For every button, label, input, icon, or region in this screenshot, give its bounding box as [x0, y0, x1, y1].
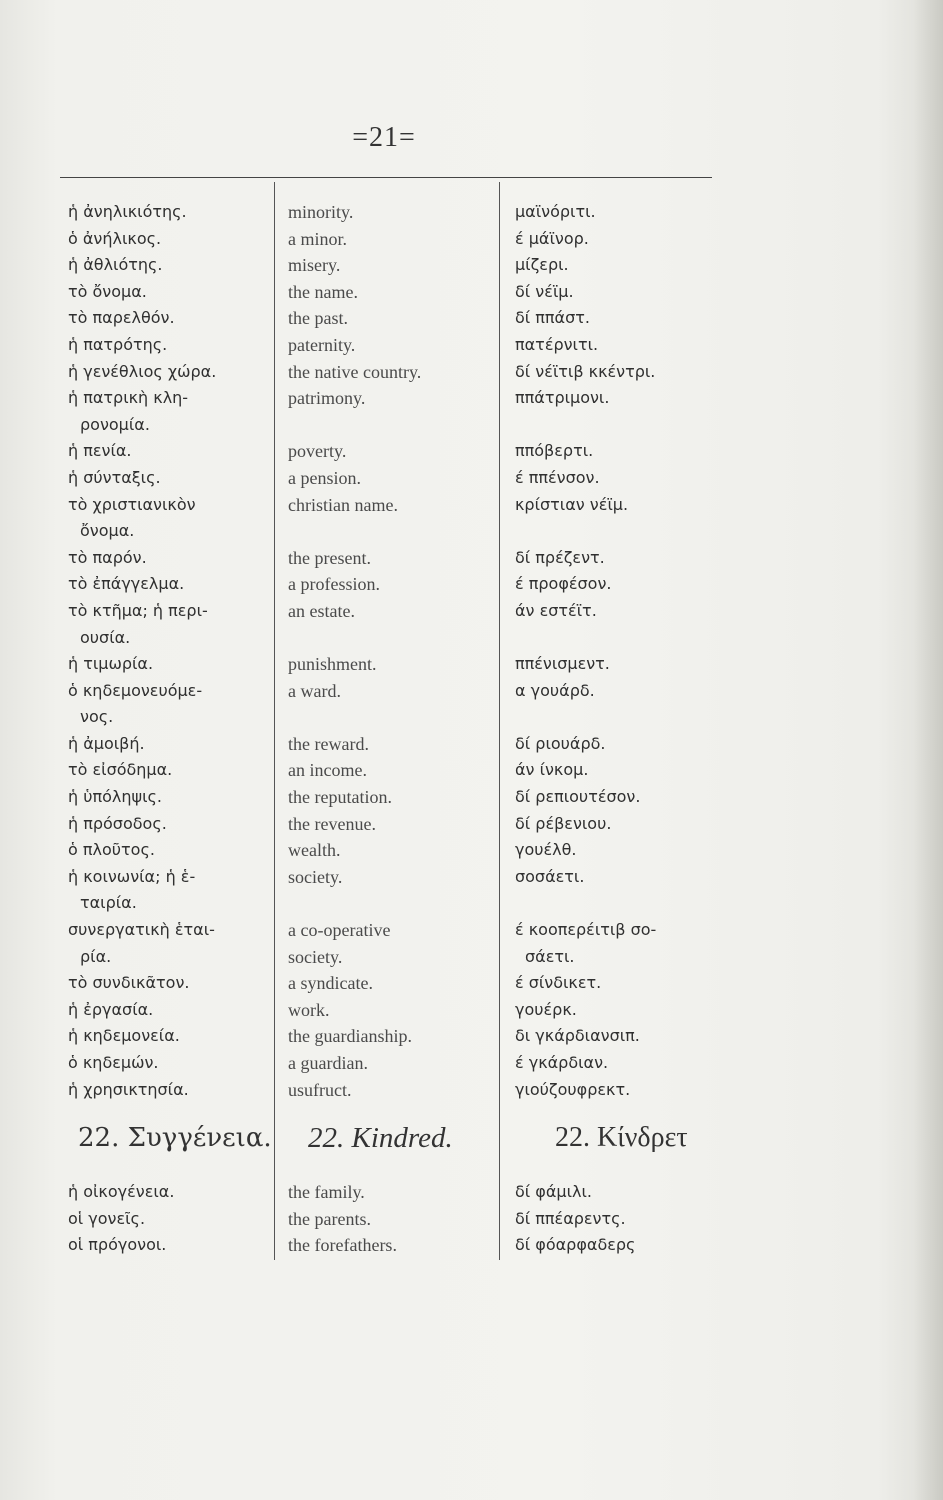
translit-line: άν ίνκομ. [515, 760, 589, 780]
translit-line [515, 518, 735, 545]
greek-line: τὸ συνδικᾶτον. [68, 973, 190, 993]
translit-line: σοσάετι. [515, 866, 585, 886]
translit-line [515, 625, 735, 652]
translit-line: δί νέϊτιβ κκέντρι. [515, 361, 656, 381]
translit-line: ππάτριμονι. [515, 388, 610, 408]
greek-line: τὸ κτῆμα; ἡ περι- [68, 600, 208, 620]
translit-line: δί ριουάρδ. [515, 733, 606, 753]
greek-line: ἡ κοινωνία; ἡ ἑ- [68, 866, 196, 886]
greek-line: ὁ κηδεμών. [68, 1053, 159, 1072]
translit-line: έ γκάρδιαν. [515, 1053, 609, 1072]
english-line: an income. [288, 760, 367, 781]
english-line: christian name. [288, 494, 398, 515]
translit-section-heading: 22. Κίνδρετ [555, 1122, 688, 1154]
english-line: minority. [288, 202, 354, 222]
column-divider-right [499, 182, 500, 1260]
translit-line: πατέρνιτι. [515, 334, 599, 354]
greek-line: ἡ ἀνηλικιότης. [68, 202, 187, 221]
english-line: a pension. [288, 467, 361, 488]
translit-line: δί πρέζεντ. [515, 547, 605, 567]
greek-line: ὄνομα. [80, 521, 135, 541]
english-line: a syndicate. [288, 973, 373, 994]
english-line: poverty. [288, 441, 347, 462]
translit-line: δί ρεπιουτέσον. [515, 787, 641, 807]
english-line: society. [288, 946, 343, 967]
greek-line: ἡ οἰκογένεια. [68, 1182, 175, 1202]
english-line [288, 890, 498, 917]
translit-line: γιούζουφρεκτ. [515, 1079, 631, 1099]
english-line: society. [288, 866, 343, 887]
greek-line: ἡ πενία. [68, 441, 132, 461]
english-line [288, 518, 498, 545]
translit-line: γουέλθ. [515, 840, 577, 860]
translit-line: έ μάϊνορ. [515, 228, 589, 248]
english-line [288, 704, 498, 731]
english-line: the name. [288, 281, 358, 302]
translit-line: μαϊνόριτι. [515, 202, 596, 221]
greek-line: ἡ πατρικὴ κλη- [68, 388, 189, 408]
greek-line: τὸ παρόν. [68, 547, 147, 567]
translit-line: σάετι. [525, 946, 575, 966]
english-line: the guardianship. [288, 1026, 412, 1047]
english-line: punishment. [288, 654, 377, 675]
greek-line: τὸ ὄνομα. [68, 281, 147, 301]
transliteration-column [515, 199, 735, 1259]
translit-line: άν εστέϊτ. [515, 600, 597, 620]
translit-line: δι γκάρδιανσιπ. [515, 1026, 640, 1046]
column-divider-left [274, 182, 275, 1260]
greek-line: ὁ κηδεμονευόμε- [68, 680, 203, 700]
greek-section-heading: 22. Συγγένεια. [78, 1123, 272, 1154]
english-line: patrimony. [288, 388, 366, 409]
english-line: the forefathers. [288, 1235, 397, 1256]
english-line: a profession. [288, 574, 380, 595]
greek-line: τὸ εἰσόδημα. [68, 760, 173, 780]
english-line: a ward. [288, 680, 341, 701]
translit-line [515, 890, 735, 917]
translit-line [515, 704, 735, 731]
english-line: the past. [288, 308, 348, 329]
translit-line: δί ρέβενιου. [515, 813, 612, 833]
translit-line: δί ππάστ. [515, 308, 590, 328]
translit-line: ππόβερτι. [515, 441, 594, 461]
english-line: the family. [288, 1182, 365, 1203]
greek-line: ἡ ἀθλιότης. [68, 255, 163, 275]
english-line: the revenue. [288, 813, 376, 834]
page-number: =21= [352, 122, 416, 153]
english-line: the parents. [288, 1208, 371, 1229]
english-line: the reward. [288, 733, 369, 754]
greek-line: ἡ ὑπόληψις. [68, 787, 162, 807]
greek-column [68, 199, 272, 1259]
translit-line: κρίστιαν νέϊμ. [515, 494, 629, 514]
english-line: the present. [288, 547, 371, 568]
english-line: usufruct. [288, 1079, 352, 1100]
translit-line: έ ππένσον. [515, 467, 600, 487]
translit-line: μίζερι. [515, 255, 569, 275]
greek-line: ἡ τιμωρία. [68, 654, 154, 674]
greek-line: τὸ ἐπάγγελμα. [68, 574, 185, 594]
greek-line: ουσία. [80, 627, 131, 647]
greek-line: ὁ πλοῦτος. [68, 840, 155, 860]
translit-line [515, 412, 735, 439]
greek-line: ρία. [80, 946, 112, 966]
greek-line: ρονομία. [80, 414, 150, 434]
english-line: work. [288, 999, 330, 1020]
greek-line: ταιρία. [80, 893, 137, 913]
greek-line: ἡ σύνταξις. [68, 467, 161, 487]
translit-line: έ προφέσον. [515, 574, 612, 594]
english-section-heading: 22. Kindred. [308, 1122, 453, 1155]
english-line: misery. [288, 255, 341, 276]
translit-line: δί φάμιλι. [515, 1182, 592, 1202]
english-line: the native country. [288, 361, 422, 382]
english-line: a guardian. [288, 1053, 368, 1073]
translit-line: ππένισμεντ. [515, 654, 610, 674]
english-line [288, 412, 498, 439]
greek-line: τὸ παρελθόν. [68, 308, 175, 328]
greek-line: ἡ ἀμοιβή. [68, 733, 145, 753]
greek-line: ὁ ἀνήλικος. [68, 228, 162, 248]
translit-line: δί νέϊμ. [515, 281, 574, 301]
english-column [288, 199, 498, 1259]
english-line: the reputation. [288, 787, 392, 808]
english-line: a co-operative [288, 920, 391, 941]
greek-line: οἱ γονεῖς. [68, 1208, 146, 1228]
page-edge-shadow [913, 0, 943, 1500]
english-line [288, 625, 498, 652]
greek-line: συνεργατικὴ ἑται- [68, 920, 215, 940]
translit-line: δί ππέαρεντς. [515, 1208, 626, 1228]
greek-line: τὸ χριστιανικὸν [68, 494, 196, 514]
english-line: paternity. [288, 334, 356, 355]
greek-line: οἱ πρόγονοι. [68, 1235, 167, 1255]
english-line: wealth. [288, 840, 341, 861]
translit-line: α γουάρδ. [515, 680, 595, 700]
translit-line: έ σίνδικετ. [515, 973, 602, 993]
translit-line: γουέρκ. [515, 999, 577, 1019]
greek-line: νος. [80, 707, 114, 727]
greek-line: ἡ γενέθλιος χώρα. [68, 361, 217, 381]
greek-line: ἡ κηδεμονεία. [68, 1026, 180, 1046]
translit-line: δί φόαρφαδερς [515, 1235, 636, 1255]
greek-line: ἡ πατρότης. [68, 334, 168, 354]
translit-line: έ κοοπερέιτιβ σο- [515, 920, 657, 940]
header-rule [60, 177, 712, 178]
greek-line: ἡ ἐργασία. [68, 999, 154, 1019]
greek-line: ἡ χρησικτησία. [68, 1079, 189, 1099]
english-line: a minor. [288, 228, 347, 249]
english-line: an estate. [288, 600, 355, 621]
greek-line: ἡ πρόσοδος. [68, 813, 167, 833]
